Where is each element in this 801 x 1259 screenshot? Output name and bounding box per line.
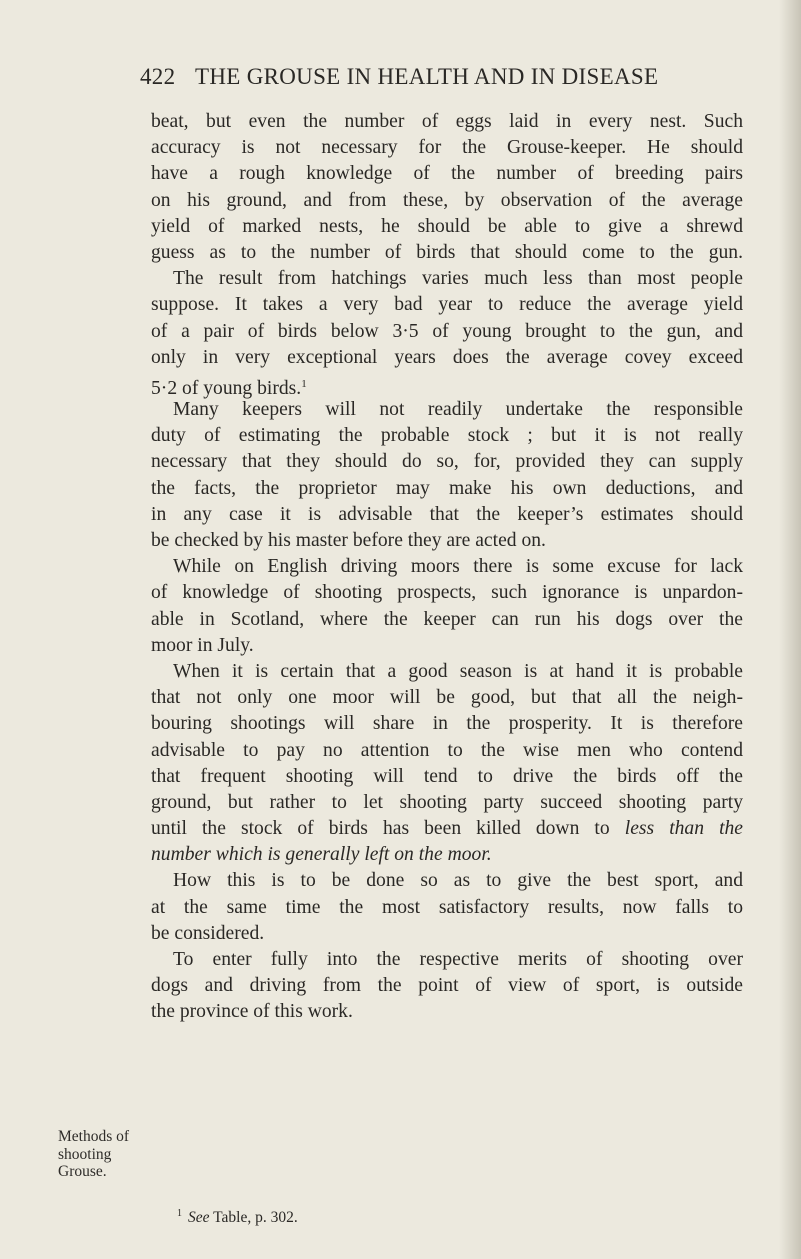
text-line: necessary that they should do so, for, provided they can supply: [151, 451, 743, 473]
text-line: duty of estimating the probable stock ; but it is not really: [151, 425, 743, 447]
text-line: accuracy is not necessary for the Grouse-keeper. He should: [151, 137, 743, 159]
italic-span: less than the: [624, 818, 744, 840]
text-line: bouring shootings will share in the prosperity. It is therefore: [151, 713, 743, 735]
running-title: THE GROUSE IN HEALTH AND IN DISEASE: [195, 64, 659, 89]
text-line: suppose. It takes a very bad year to reduce the average yield: [151, 294, 743, 316]
footnote-reference: 1: [301, 377, 307, 390]
margin-note-line: shooting: [58, 1145, 112, 1163]
footnote-text: Table, p. 302.: [213, 1209, 298, 1226]
text-line: [151, 816, 743, 842]
text-line: yield of marked nests, he should be able to give a shrewd: [151, 215, 743, 237]
text-line: the facts, the proprietor may make his own deductions, and: [151, 477, 743, 499]
text-line: on his ground, and from these, by observation of the average: [151, 189, 743, 211]
text-line: beat, but even the number of eggs laid in every nest. Such: [151, 111, 743, 132]
running-header: [140, 64, 740, 90]
text-line: in any case it is advisable that the keeper’s estimates should: [151, 503, 743, 525]
body-text: [151, 109, 743, 1026]
text-line: only in very exceptional years does the average covey exceed: [151, 346, 743, 368]
text-line: at the same time the most satisfactory results, now falls to: [151, 896, 743, 918]
text-line: moor in July.: [151, 634, 254, 656]
text-line: Many keepers will not readily undertake the responsible: [173, 399, 743, 421]
margin-note-line: Grouse.: [58, 1163, 107, 1180]
text-line: The result from hatchings varies much less than most people: [173, 268, 743, 290]
text-line: able in Scotland, where the keeper can run his dogs over the: [151, 608, 743, 630]
text-line: ground, but rather to let shooting party succeed shooting party: [151, 791, 743, 813]
footnote: [177, 1208, 298, 1227]
text-line: [151, 842, 743, 868]
text-line: that not only one moor will be good, but that all the neigh-: [151, 687, 743, 709]
text-line: be considered.: [151, 922, 265, 944]
text-line: [151, 371, 743, 397]
text-line: While on English driving moors there is some excuse for lack: [173, 556, 743, 578]
page-edge-shadow: [779, 0, 801, 1259]
text-line: of a pair of birds below 3·5 of young brought to the gun, and: [151, 320, 743, 342]
footnote-marker: 1: [177, 1208, 182, 1219]
footnote-see: See: [188, 1209, 210, 1226]
margin-note: [58, 1128, 150, 1181]
text-line: that frequent shooting will tend to drive the birds off the: [151, 765, 743, 787]
text-line: To enter fully into the respective merits of shooting over: [173, 949, 743, 970]
text-line: of knowledge of shooting prospects, such ignorance is unpardon-: [151, 582, 743, 604]
page-number: 422: [140, 64, 176, 89]
text-span: until the stock of birds has been killed down to: [151, 818, 610, 840]
text-line: advisable to pay no attention to the wise men who contend: [151, 739, 743, 761]
text-line: dogs and driving from the point of view of sport, is outside: [151, 975, 743, 997]
italic-span: number which is generally left on the moor.: [151, 844, 492, 866]
text-line: the province of this work.: [151, 1001, 353, 1023]
text-line: How this is to be done so as to give the best sport, and: [173, 870, 743, 892]
text-line: have a rough knowledge of the number of breeding pairs: [151, 163, 743, 185]
margin-note-line: Methods of: [58, 1128, 130, 1145]
text-span: 5·2 of young birds.: [151, 377, 302, 399]
text-line: When it is certain that a good season is at hand it is probable: [173, 660, 743, 682]
text-line: guess as to the number of birds that should come to the gun.: [151, 241, 743, 263]
text-line: be checked by his master before they are acted on.: [151, 530, 546, 551]
